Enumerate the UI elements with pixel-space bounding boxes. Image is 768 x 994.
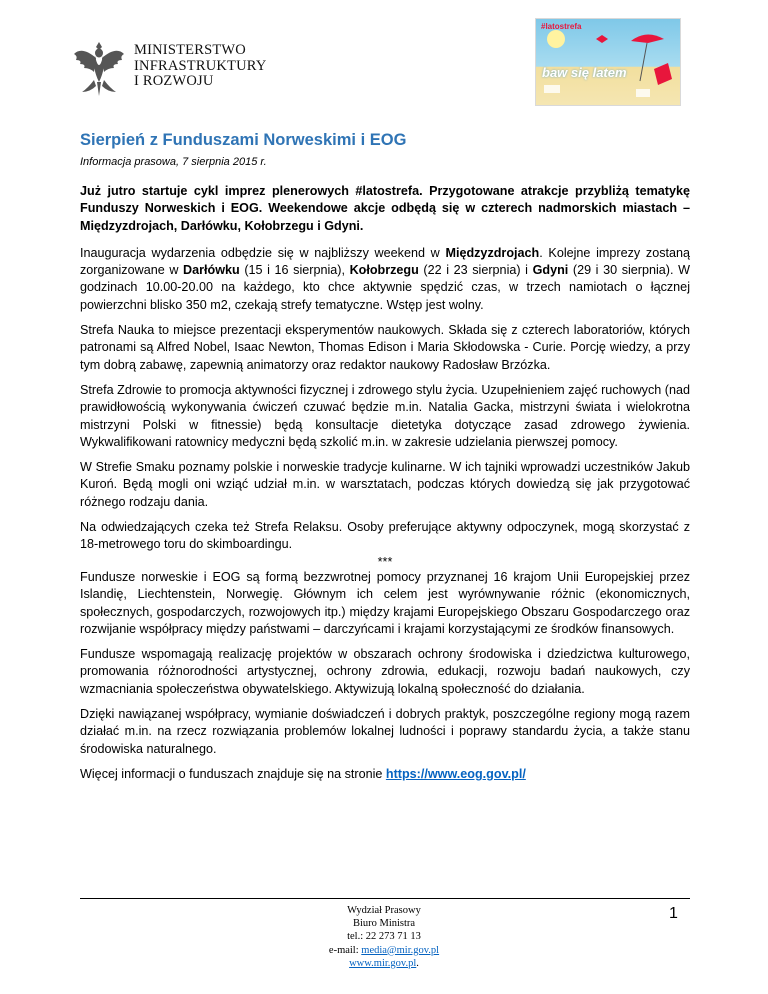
paragraph-cooperation: Dzięki nawiązanej współpracy, wymianie doświadczeń i dobrych praktyk, poszczególne regiony mogą razem działać m.in. na rzecz rozwiązania problemów lokalnej ludności i poprawy standardu życia, a także stanu środowiska naturalnego. [80, 707, 690, 756]
paragraph-inauguration [80, 245, 690, 314]
city-miedzyzdroje: Międzyzdrojach [445, 245, 540, 260]
poster-hashtag: #latostrefa [541, 22, 582, 31]
footer-email-label: e-mail: [328, 944, 362, 956]
summer-event-poster-image [535, 18, 681, 106]
ministry-name [134, 43, 267, 90]
footer-phone: tel.: 22 273 71 13 [347, 931, 421, 943]
footer-contact [284, 904, 484, 970]
poster-slogan: baw się latem [542, 65, 627, 80]
city-gdynia: Gdyni [532, 263, 569, 278]
ministry-line-2: INFRASTRUKTURY [134, 57, 267, 74]
footer-website-link[interactable]: www.mir.gov.pl [349, 957, 417, 969]
text-segment: Inauguracja wydarzenia odbędzie się w najbliższy weekend w [80, 245, 446, 260]
paragraph-relax-zone: Na odwiedzających czeka też Strefa Relaksu. Osoby preferujące aktywny odpoczynek, mogą skorzystać z 18-metrowego toru do skimboardingu. [80, 520, 690, 552]
text-segment: (22 i 23 sierpnia) i [418, 263, 533, 278]
city-kolobrzeg: Kołobrzegu [349, 263, 419, 278]
eog-website-link[interactable]: https://www.eog.gov.pl/ [385, 766, 526, 781]
article-body [80, 183, 690, 791]
footer-website-suffix: . [416, 957, 419, 969]
press-release-date: Informacja prasowa, 7 sierpnia 2015 r. [80, 156, 267, 168]
page-number: 1 [669, 905, 678, 922]
page-title: Sierpień z Funduszami Norweskimi i EOG [80, 131, 407, 149]
footer-email-line [284, 944, 484, 957]
paragraph-funds-definition: Fundusze norweskie i EOG są formą bezzwrotnej pomocy przyznanej 16 krajom Unii Europejskiej przez Islandię, Liechtenstein, Norwegię. Głównym ich celem jest wyrównywanie różnic (ekonomicznych, społecznych, gospodarczych, rozwojowych itp.) między krajami Europejskiego Obszaru Gospodarczego oraz rozwijanie współpracy między państwami – darczyńcami i krajami korzystającymi ze środków finansowych. [80, 569, 690, 636]
paragraph-more-info [80, 766, 690, 783]
ministry-line-1: MINISTERSTWO [134, 42, 246, 58]
footer-website-line [284, 957, 484, 970]
footer-office: Biuro Ministra [352, 918, 416, 930]
footer-email-link[interactable]: media@mir.gov.pl [361, 944, 440, 956]
paragraph-science-zone: Strefa Nauka to miejsce prezentacji eksperymentów naukowych. Składa się z czterech laboratoriów, których patronami są Alfred Nobel, Isaac Newton, Thomas Edison i Maria Skłodowska - Curie. Porcję wiedzy, a przy tym dobrą zabawę, zapewnią animatorzy oraz redaktor naukowy Radosław Brzózka. [80, 323, 690, 372]
more-info-text: Więcej informacji o funduszach znajduje się na stronie [80, 766, 386, 781]
city-darlowek: Darłówku [183, 263, 240, 278]
text-segment: . Kolejne imprezy zostaną zorganizowane w [80, 245, 691, 278]
footer-divider [80, 898, 690, 899]
section-separator: *** [377, 554, 393, 569]
lead-paragraph: Już jutro startuje cykl imprez plenerowych #latostrefa. Przygotowane atrakcje przybliżą tematykę Funduszy Norweskich i EOG. Weekendowe akcje odbędą się w czterech nadmorskich miastach – Międzyzdrojach, Darłówku, Kołobrzegu i Gdyni. [80, 184, 690, 233]
paragraph-health-zone: Strefa Zdrowie to promocja aktywności fizycznej i zdrowego stylu życia. Uzupełnieniem zajęć ruchowych (nad prawidłowością wykonywania ćwiczeń czuwać będzie m.in. Natalia Gacka, mistrzyni świata i wielokrotna mistrzyni Polski w fitnessie) będą konsultacje dietetyka dotyczące zasad zdrowego żywienia. Wykwalifikowani ratownicy medyczni będą szkolić m.in. w zakresie udzielania pierwszej pomocy. [80, 382, 690, 449]
paragraph-taste-zone: W Strefie Smaku poznamy polskie i norweskie tradycje kulinarne. W ich tajniki wprowadzi uczestników Jakub Kuroń. Będą mogli oni wziąć udział m.in. w warsztatach, podczas których dowiedzą się jak przygotować różnego rodzaju dania. [80, 460, 690, 509]
ministry-line-3: I ROZWOJU [134, 73, 214, 89]
paragraph-funds-areas: Fundusze wspomagają realizację projektów w obszarach ochrony środowiska i dziedzictwa kulturowego, promowania różnorodności artystycznej, ochrony zdrowia, edukacji, rozwoju badań naukowych, czy wzmacniania społeczeństwa obywatelskiego. Aktywizują lokalną społeczność do działania. [80, 647, 690, 696]
polish-eagle-emblem-icon [72, 38, 126, 98]
footer-department: Wydział Prasowy [347, 905, 421, 916]
poster-art-icon [536, 19, 681, 106]
text-segment: (15 i 16 sierpnia), [239, 263, 350, 278]
text-segment: (29 i 30 sierpnia). W godzinach 10.00-20.00 na każdego, kto chce aktywnie spędzić czas, w trzech namiotach o łącznej powierzchni blisko 350 m2, czekają strefy tematyczne. Wstęp jest wolny. [80, 263, 690, 312]
